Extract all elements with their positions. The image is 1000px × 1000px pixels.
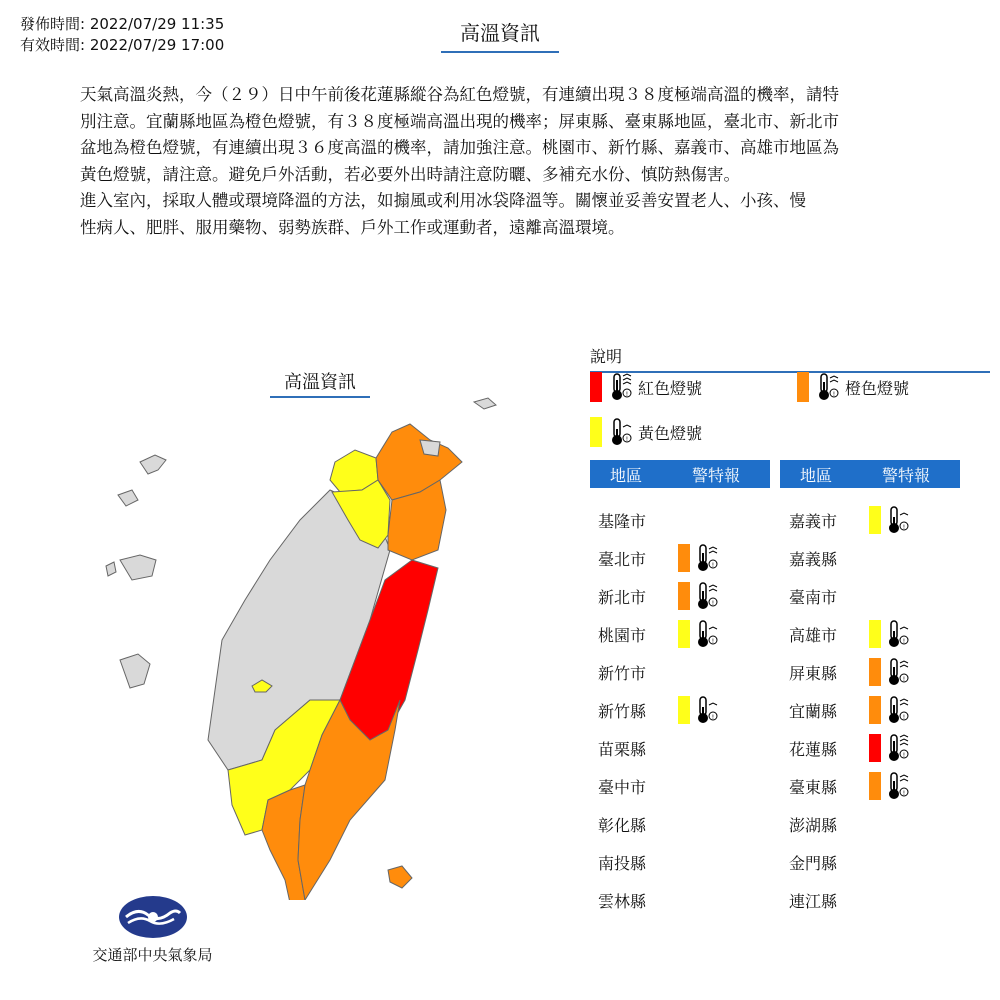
warning-indicator — [678, 543, 718, 573]
region-name: 苗栗縣 — [598, 739, 647, 759]
orange-swatch — [797, 372, 809, 402]
lanyu-island — [388, 866, 412, 888]
warning-indicator — [678, 695, 718, 725]
warning-indicator — [869, 695, 909, 725]
svg-text:!: ! — [625, 391, 629, 398]
svg-text:!: ! — [902, 790, 906, 797]
yellow-swatch — [590, 417, 602, 447]
kinmen-island-small — [118, 490, 138, 506]
svg-text:!: ! — [902, 524, 906, 531]
thermometer-icon — [815, 372, 839, 402]
penghu-island-small — [106, 562, 116, 576]
warning-indicator — [869, 657, 909, 687]
header-warning: 警特報 — [691, 465, 740, 485]
region-name: 臺中市 — [598, 777, 647, 797]
region-name: 臺南市 — [789, 587, 838, 607]
description — [80, 82, 920, 241]
region-name: 宜蘭縣 — [789, 701, 838, 721]
warning-indicator — [869, 733, 909, 763]
time-info — [20, 14, 224, 56]
description-line: 性病人、肥胖、服用藥物、弱勢族群、戶外工作或運動者，遠離高溫環境。 — [80, 217, 625, 237]
thermometer-icon — [885, 505, 909, 535]
table-header-left — [590, 460, 770, 488]
region-name: 臺東縣 — [789, 777, 838, 797]
map-title: 高溫資訊 — [270, 368, 370, 398]
level-swatch — [869, 734, 881, 762]
table-row — [789, 543, 869, 573]
region-name: 桃園市 — [598, 625, 647, 645]
svg-text:!: ! — [902, 752, 906, 759]
table-row — [789, 809, 869, 839]
table-row — [789, 733, 909, 763]
header-region: 地區 — [799, 465, 832, 485]
table-row — [789, 847, 869, 877]
region-name: 新竹市 — [598, 663, 647, 683]
header-region: 地區 — [609, 465, 642, 485]
penghu-island — [120, 555, 156, 580]
table-row — [598, 847, 678, 877]
svg-text:!: ! — [711, 600, 715, 607]
table-row — [598, 657, 678, 687]
svg-text:!: ! — [711, 562, 715, 569]
level-swatch — [678, 696, 690, 724]
table-row — [598, 771, 678, 801]
level-swatch — [678, 582, 690, 610]
legend-red-label: 紅色燈號 — [638, 378, 703, 398]
table-row — [789, 581, 869, 611]
svg-text:!: ! — [832, 391, 836, 398]
kinmen-island — [140, 455, 166, 474]
level-swatch — [678, 544, 690, 572]
region-name: 嘉義縣 — [789, 549, 838, 569]
region-name: 花蓮縣 — [789, 739, 838, 759]
legend-orange-label: 橙色燈號 — [845, 378, 910, 398]
level-swatch — [678, 620, 690, 648]
taiwan-map — [0, 380, 580, 900]
thermometer-icon — [885, 657, 909, 687]
header-warning: 警特報 — [881, 465, 930, 485]
region-new-taipei — [376, 424, 462, 500]
thermometer-icon — [885, 733, 909, 763]
issue-time: 發佈時間: 2022/07/29 11:35 — [20, 15, 225, 33]
table-row — [789, 619, 909, 649]
agency-name: 交通部中央氣象局 — [92, 946, 213, 964]
warning-indicator — [869, 619, 909, 649]
legend-orange — [797, 372, 909, 402]
level-swatch — [869, 658, 881, 686]
region-name: 基隆市 — [598, 511, 647, 531]
table-row — [598, 543, 718, 573]
table-row — [598, 619, 718, 649]
region-name: 連江縣 — [789, 891, 838, 911]
thermometer-icon — [885, 619, 909, 649]
thermometer-icon — [694, 695, 718, 725]
region-name: 新北市 — [598, 587, 647, 607]
region-name: 臺北市 — [598, 549, 647, 569]
table-row — [789, 771, 909, 801]
level-swatch — [869, 772, 881, 800]
svg-text:!: ! — [625, 436, 629, 443]
legend-yellow — [590, 417, 702, 447]
valid-time: 有效時間: 2022/07/29 17:00 — [20, 36, 225, 54]
table-header-right — [780, 460, 960, 488]
region-name: 南投縣 — [598, 853, 647, 873]
warning-indicator — [678, 581, 718, 611]
legend-red — [590, 372, 702, 402]
thermometer-icon — [694, 619, 718, 649]
thermometer-icon — [694, 543, 718, 573]
level-swatch — [869, 506, 881, 534]
legend-title: 說明 — [590, 344, 990, 373]
table-row — [789, 695, 909, 725]
region-name: 高雄市 — [789, 625, 838, 645]
region-name: 澎湖縣 — [789, 815, 838, 835]
table-row — [598, 809, 678, 839]
region-name: 彰化縣 — [598, 815, 647, 835]
thermometer-icon — [885, 771, 909, 801]
page-title: 高溫資訊 — [441, 17, 559, 53]
level-swatch — [869, 696, 881, 724]
penghu-south-island — [120, 654, 150, 688]
table-row — [598, 885, 678, 915]
svg-text:!: ! — [902, 676, 906, 683]
description-line: 天氣高溫炎熱，今（２９）日中午前後花蓮縣縱谷為紅色燈號，有連續出現３８度極端高溫的機率，請特 — [80, 85, 839, 104]
table-row — [598, 695, 718, 725]
svg-text:!: ! — [711, 714, 715, 721]
region-name: 屏東縣 — [789, 663, 838, 683]
region-name: 新竹縣 — [598, 701, 647, 721]
warning-indicator — [869, 771, 909, 801]
svg-text:!: ! — [902, 638, 906, 645]
legend-yellow-label: 黃色燈號 — [638, 423, 703, 443]
thermometer-icon — [885, 695, 909, 725]
table-row — [598, 733, 678, 763]
thermometer-icon — [694, 581, 718, 611]
svg-text:!: ! — [902, 714, 906, 721]
region-name: 雲林縣 — [598, 891, 647, 911]
table-row — [789, 657, 909, 687]
region-name: 嘉義市 — [789, 511, 838, 531]
svg-text:!: ! — [711, 638, 715, 645]
red-swatch — [590, 372, 602, 402]
warning-indicator — [678, 619, 718, 649]
description-line: 進入室內，採取人體或環境降溫的方法，如搧風或利用冰袋降溫等。關懷並妥善安置老人、小孩、慢 — [80, 191, 806, 210]
description-line: 別注意。宜蘭縣地區為橙色燈號，有３８度極端高溫出現的機率；屏東縣、臺東縣地區，臺北市、新北市 — [80, 111, 839, 131]
table-row — [789, 885, 869, 915]
table-row — [789, 505, 909, 535]
cwb-logo — [118, 895, 188, 939]
description-line: 黃色燈號，請注意。避免戶外活動，若必要外出時請注意防曬、多補充水份、慎防熱傷害。 — [80, 164, 740, 184]
table-row — [598, 581, 718, 611]
thermometer-icon — [608, 372, 632, 402]
region-name: 金門縣 — [789, 853, 838, 873]
warning-indicator — [869, 505, 909, 535]
level-swatch — [869, 620, 881, 648]
table-row — [598, 505, 678, 535]
matsu-islands — [474, 398, 496, 409]
thermometer-icon — [608, 417, 632, 447]
description-line: 盆地為橙色燈號，有連續出現３６度高溫的機率，請加強注意。桃園市、新竹縣、嘉義市、高雄市地區為 — [80, 138, 839, 157]
